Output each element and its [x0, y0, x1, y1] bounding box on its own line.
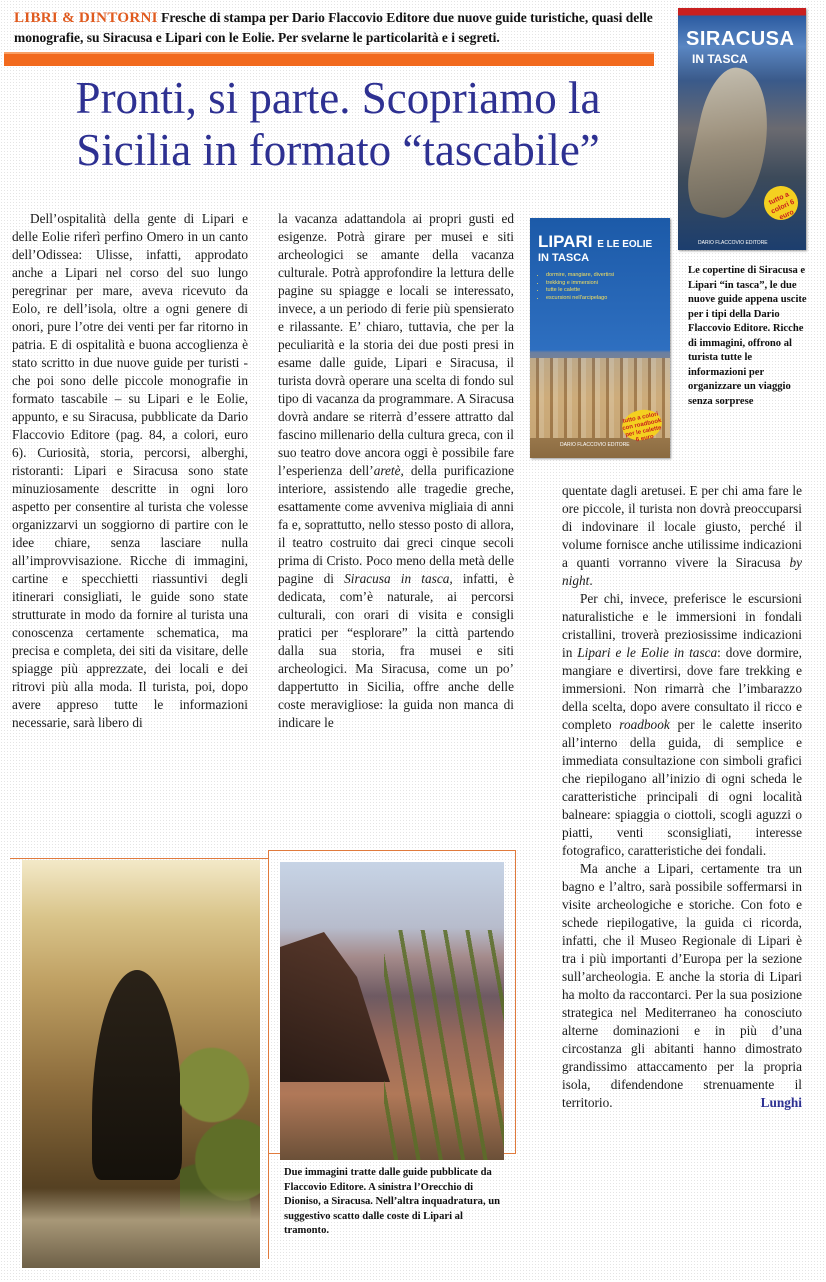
price-badge: tutto a colori 6 euro [758, 180, 803, 225]
article-column-2 [278, 210, 514, 854]
list-item: • dormire, mangiare, divertirsi [546, 272, 614, 280]
cave-photo [22, 860, 260, 1268]
headline: Pronti, si parte. Scopriamo la Sicilia in formato “tascabile” [75, 73, 601, 175]
cover-subtitle: IN TASCA [538, 252, 590, 264]
siracusa-book-cover [678, 8, 806, 250]
covers-caption: Le copertine di Siracusa e Lipari “in tasca”, le due nuove guide appena uscite per i tipi della Dario Flaccovio Editore. Ricche di immagini, offrono al turista tutte le informazioni per organizzare un viaggio senza sorprese [688, 265, 807, 407]
paragraph: la vacanza adattandola ai propri gusti ed esigenze. Potrà girare per musei e siti archeologici se amante della vacanza culturale. Potrà approfondire la lettura delle pagine su spiagge e locali se interessato, invece, a un periodo di ferie più spensierato e rilassante. E’ chiaro, tuttavia, che per la peculiarità e la storia dei due posti presi in esame dalle guide, Lipari e Siracusa, il turista dovrà operare una scelta di fondo sul tipo di vacanza da programmare. A Siracusa dovrà andare se riterrà d’essere attratto dal fascino millenario della cultura greca, con il suo teatro dove ancora oggi è possibile fare l’esperienza dell’aretè, della purificazione interiore, assistendo alle tragedie greche, esattamente come avveniva migliaia di anni fa e, soprattutto, nello stesso posto di allora, il teatro costruito dai greci cinque secoli prima di Cristo. Poco meno della metà delle pagine di Siracusa in tasca, infatti, è dedicata, com’è naturale, ai percorsi culturali, con orari di visita e consigli pratici per “esplorare” la città partendo dalla sua storia, fra musei e siti archeologici. Ma Siracusa, come un po’ dappertutto in Sicilia, offre anche delle coste meravigliose: la guida non manca di indicare le [278, 211, 514, 730]
photos-caption: Due immagini tratte dalle guide pubblicate da Flaccovio Editore. A sinistra l’Orecchio di Dioniso, a Siracusa. Nell’altra inquadratura, un suggestivo scatto dalle coste di Lipari al tramonto. [284, 1167, 501, 1236]
list-item: • escursioni nell'arcipelago [546, 295, 614, 303]
publisher-label: DARIO FLACCOVIO EDITORE [560, 442, 630, 448]
section-label: LIBRI & DINTORNI [14, 10, 158, 26]
lipari-book-cover [530, 218, 670, 458]
article-column-3 [562, 482, 802, 1272]
paragraph: Dell’ospitalità della gente di Lipari e delle Eolie riferì perfino Omero in un canto dell’Odissea: Ulisse, infatti, approdato anche a Lipari nel corso del suo lungo peregrinar per mare, aveva ricevuto da Eolo, re dell’isola, oltre a ogni genere di onori, pure l’otre dei venti per far ritorno in patria. E di ospitalità e buona accoglienza è stato scritto in due nuove guide per turisti - che poi sono delle piccole monografie in formato tascabile – su Lipari e le Eolie, appunto, e su Siracusa, pubblicate da Dario Flaccovio Editore (pag. 84, a colori, euro 6). Curiosità, storia, percorsi, alberghi, ristoranti: Lipari e Siracusa sono state minuziosamente descritte in ogni loro aspetto per consentire al turista che volesse organizzarvi un soggiorno di partire con le idee chiare, senza lasciare nulla all’improvvisazione. Ricche di immagini, cartine e specchietti riassuntivi degli itinerari consigliati, le guide sono state strutturate in modo da fornire al turista una conoscenza certamente schematica, ma precisa e completa, dei siti da visitare, delle spiagge più apprezzate, dei locali e dei ritrovi più alla moda. Il turista, poi, dopo avere appreso tutte le informazioni necessarie, sarà libero di [12, 211, 248, 730]
cover-title: LIPARI E LE EOLIE [538, 232, 653, 251]
header-rule [4, 52, 654, 66]
coast-photo [280, 862, 504, 1160]
cover-subtitle: IN TASCA [692, 52, 748, 66]
list-item: • tutte le calette [546, 287, 614, 295]
author-signature: Lunghi [760, 1095, 802, 1110]
list-item: • trekking e immersioni [546, 280, 614, 288]
paragraph: quentate dagli aretusei. E per chi ama fare le ore piccole, il turista non dovrà preoccuparsi di indovinare il locale giusto, perché il volume fornisce anche utilissime indicazioni a quanti vorranno vivere la Siracusa by night. [562, 483, 802, 588]
paragraph: Ma anche a Lipari, certamente tra un bagno e l’altro, sarà possibile soffermarsi in visite archeologiche e storiche. Con foto e schede riepilogative, la guida ci ricorda, infatti, che il Museo Regionale di Lipari è tra i più importanti d’Europa per la sezione sull’archeologia. E anche la storia di Lipari ha molto da raccontarci. Per la sua posizione strategica nel Mediterraneo ha conosciuto alterne dominazioni e in più d’una circostanza gli abitanti hanno dimostrato grandissimo attaccamento per la propria isola, difendendone strenuamente il territorio. Lunghi [562, 861, 802, 1110]
article-column-1 [12, 210, 248, 854]
cover-title: SIRACUSA [686, 28, 795, 50]
price-badge: tutto a colori con roadbook per le calette 6 euro [619, 406, 664, 444]
cover-bullets [536, 272, 614, 302]
kicker-text: Fresche di stampa per Dario Flaccovio Editore due nuove guide turistiche, quasi delle monografie, su Siracusa e Lipari con le Eolie. Per svelarne le particolarità e i segreti. [14, 10, 653, 45]
kicker [14, 8, 654, 47]
paragraph: Per chi, invece, preferisce le escursioni naturalistiche e le immersioni in fondali cristallini, troverà preziosissime indicazioni in Lipari e le Eolie in tasca: dove dormire, mangiare e divertirsi, dove fare trekking e immersioni. Non rimarrà che l’imbarazzo della scelta, dopo avere consultato il ricco e completo roadbook per le calette inserito all’interno della guida, di semplice e immediata consultazione con simboli grafici che riepilogano all’inizio di ogni scheda le caratteristiche principali di ogni località balneare: spiaggia o ciottoli, scogli aguzzi o piatti, venti sconsigliati, interesse fotografico, caratteristiche dei fondali. [562, 591, 802, 858]
publisher-label: DARIO FLACCOVIO EDITORE [698, 240, 768, 246]
